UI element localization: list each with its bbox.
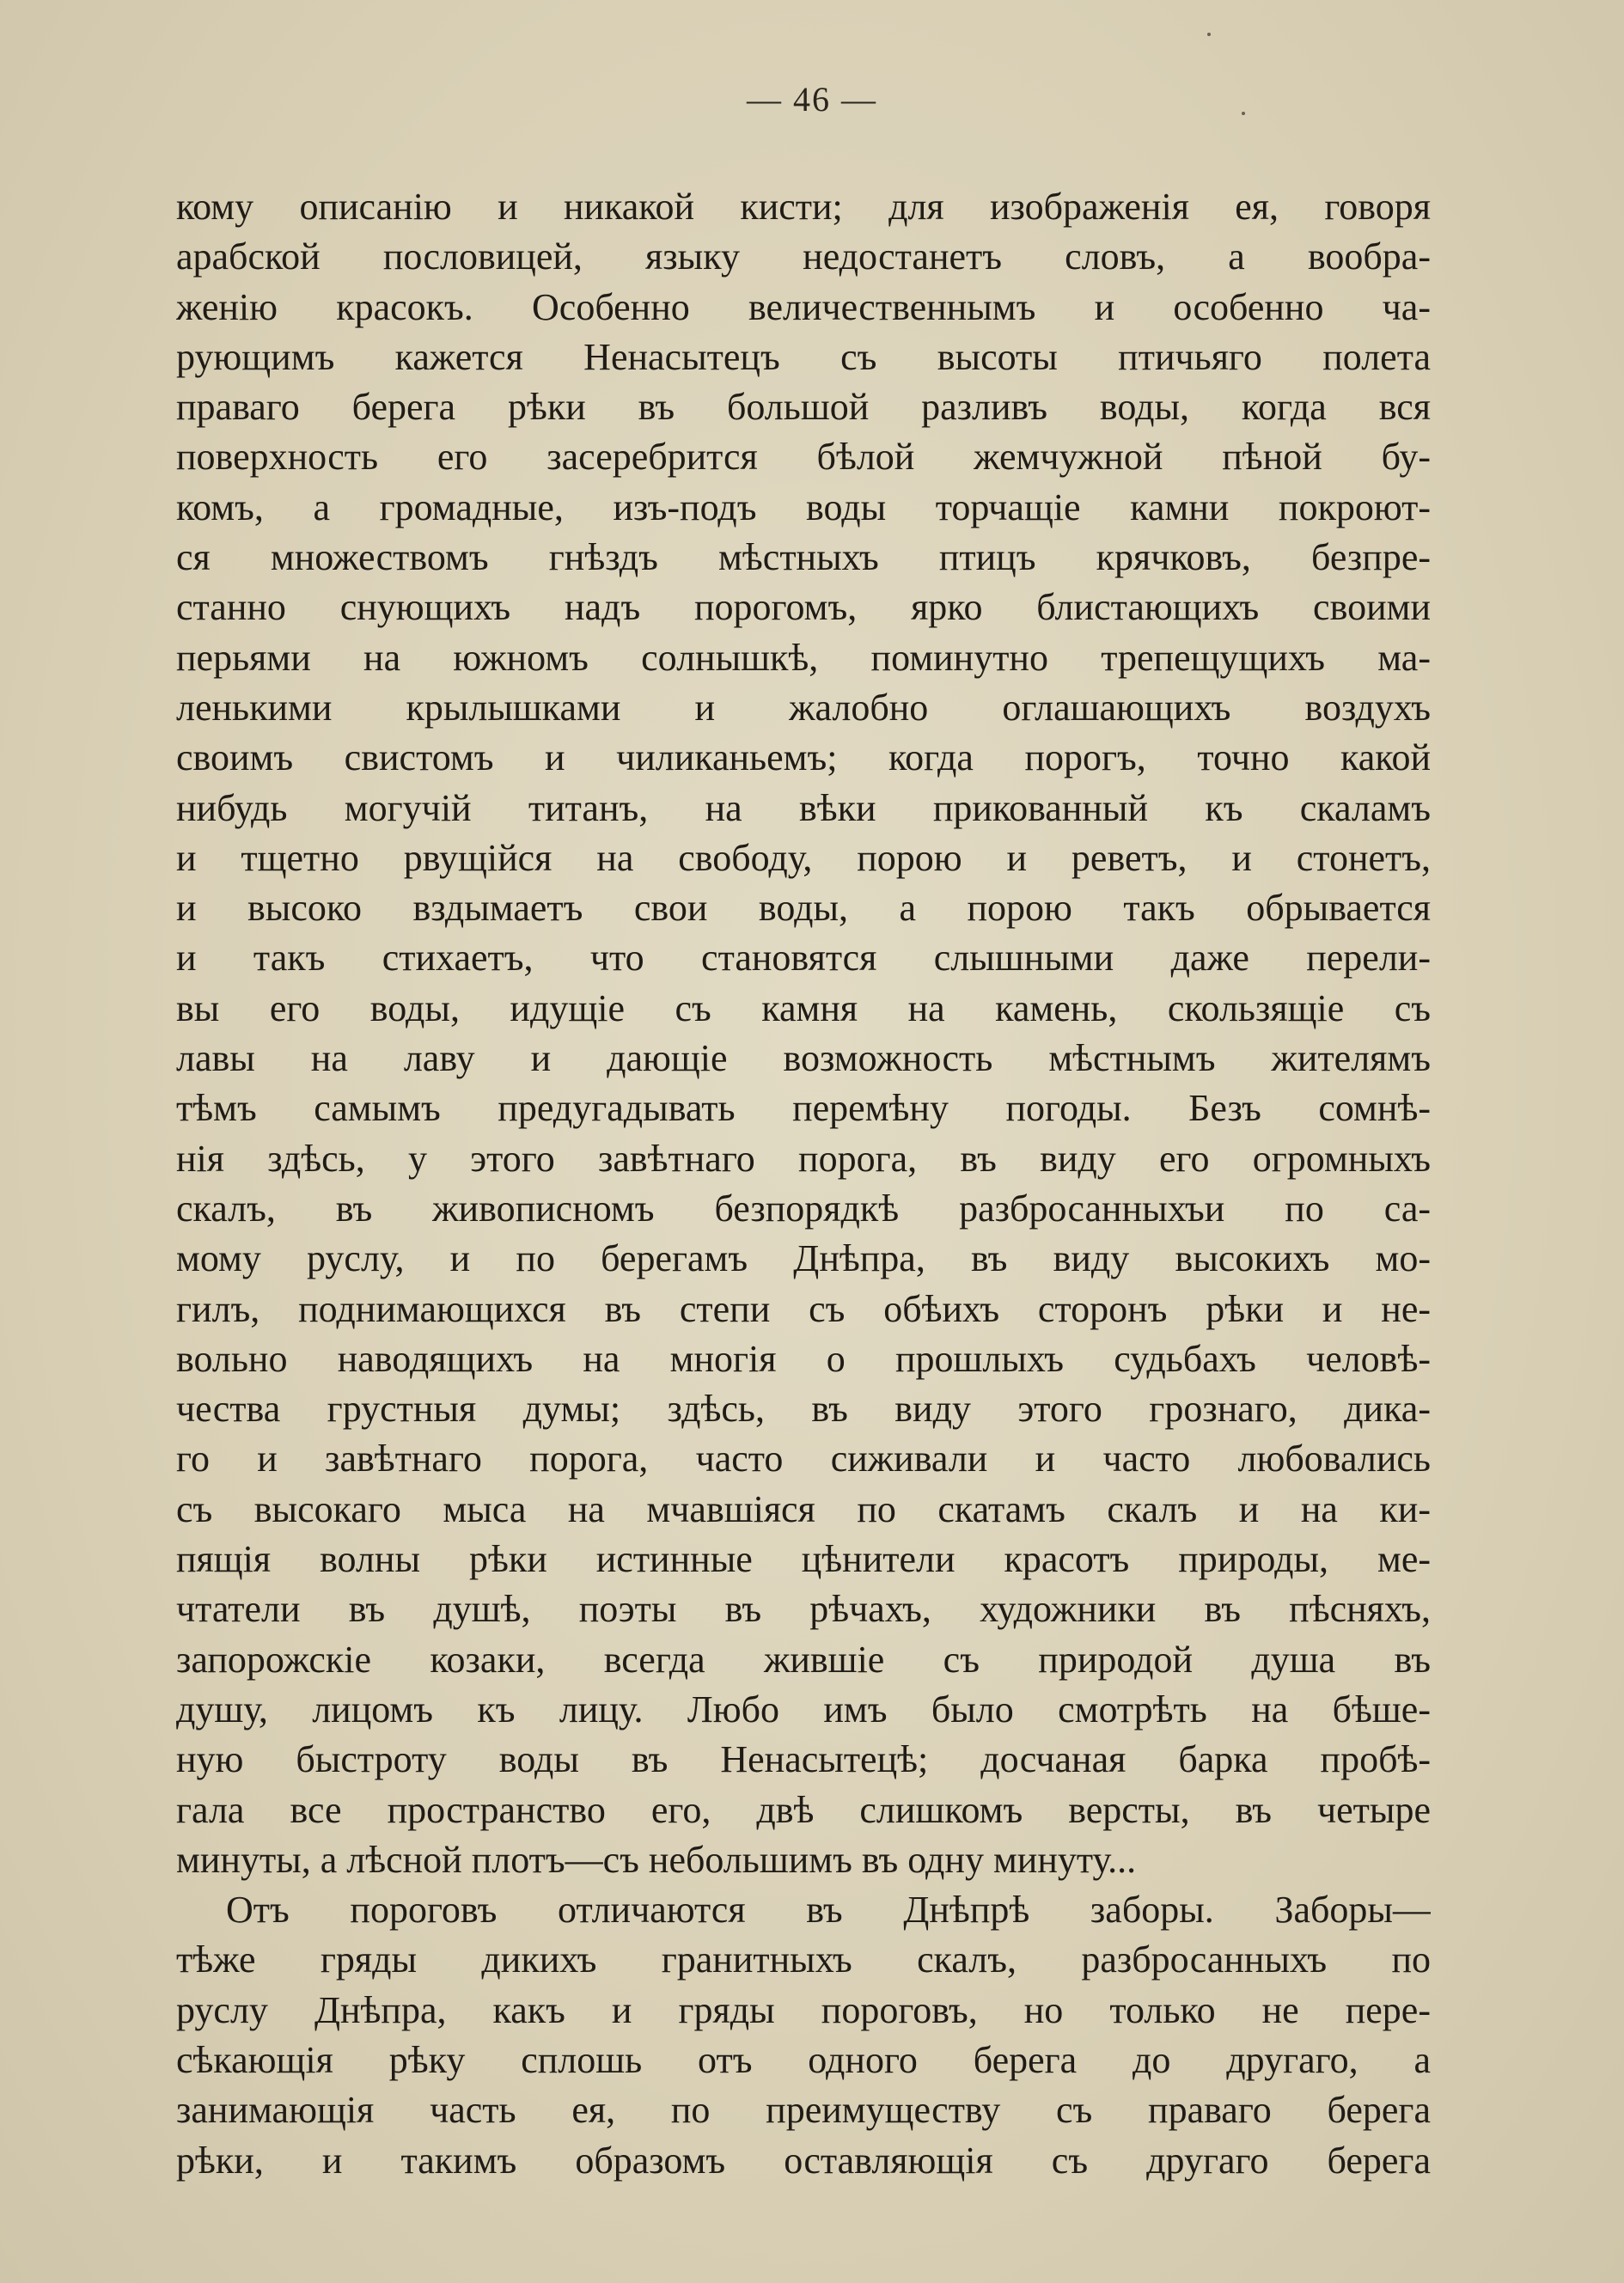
text-line: кому описанію и никакой кисти; для изображенія ея, говоря: [176, 186, 1431, 228]
ink-speck: [1207, 33, 1211, 36]
text-line: ленькими крылышками и жалобно оглашающихъ воздухъ: [176, 686, 1431, 729]
text-line: праваго берега рѣки въ большой разливъ воды, когда вся: [176, 386, 1431, 429]
text-line: мому руслу, и по берегамъ Днѣпра, въ виду высокихъ мо-: [176, 1237, 1431, 1280]
text-line: нибудь могучій титанъ, на вѣки прикованный къ скаламъ: [176, 786, 1431, 829]
page-number: — 46 —: [747, 80, 877, 119]
ink-speck: [1242, 112, 1245, 115]
text-line: вольно наводящихъ на многія о прошлыхъ судьбахъ человѣ-: [176, 1337, 1431, 1380]
text-line: съ высокаго мыса на мчавшіяся по скатамъ скалъ и на ки-: [176, 1487, 1431, 1530]
text-line: ся множествомъ гнѣздъ мѣстныхъ птицъ крячковъ, безпре-: [176, 536, 1431, 579]
text-line: душу, лицомъ къ лицу. Любо имъ было смотрѣть на бѣше-: [176, 1688, 1431, 1731]
text-line: своимъ свистомъ и чиликаньемъ; когда порогъ, точно какой: [176, 736, 1431, 779]
text-line: сѣкающія рѣку сплошь отъ одного берега до другаго, а: [176, 2038, 1431, 2081]
text-line: и тщетно рвущійся на свободу, порою и реветъ, и стонетъ,: [176, 836, 1431, 879]
text-line: лавы на лаву и дающіе возможность мѣстнымъ жителямъ: [176, 1037, 1431, 1080]
text-line: гилъ, поднимающихся въ степи съ обѣихъ сторонъ рѣки и не-: [176, 1287, 1431, 1330]
text-line: чества грустныя думы; здѣсь, въ виду этого грознаго, дика-: [176, 1388, 1431, 1431]
body-text: [176, 182, 1431, 2186]
text-line: тѣмъ самымъ предугадывать перемѣну погоды. Безъ сомнѣ-: [176, 1087, 1431, 1130]
text-line: станно снующихъ надъ порогомъ, ярко блистающихъ своими: [176, 586, 1431, 629]
text-line: рующимъ кажется Ненасытецъ съ высоты птичьяго полета: [176, 335, 1431, 378]
text-line: Отъ пороговъ отличаются въ Днѣпрѣ заборы. Заборы—: [226, 1889, 1431, 1932]
text-line: минуты, а лѣсной плотъ—съ небольшимъ въ одну минуту...: [176, 1838, 1137, 1881]
text-line: ную быстроту воды въ Ненасытецѣ; досчаная барка пробѣ-: [176, 1738, 1431, 1781]
text-line: занимающія часть ея, по преимуществу съ праваго берега: [176, 2089, 1431, 2132]
text-line: поверхность его засеребрится бѣлой жемчужной пѣной бу-: [176, 436, 1431, 479]
text-line: нія здѣсь, у этого завѣтнаго порога, въ виду его огромныхъ: [176, 1137, 1431, 1180]
text-line: запорожскіе козаки, всегда жившіе съ природой душа въ: [176, 1638, 1431, 1681]
text-line: арабской пословицей, языку недостанетъ словъ, а вообра-: [176, 235, 1431, 278]
text-line: гала все пространство его, двѣ слишкомъ версты, въ четыре: [176, 1788, 1431, 1831]
text-line: тѣже гряды дикихъ гранитныхъ скалъ, разбросанныхъ по: [176, 1938, 1431, 1981]
text-line: скалъ, въ живописномъ безпорядкѣ разбросанныхъи по са-: [176, 1187, 1431, 1230]
text-line: женію красокъ. Особенно величественнымъ и особенно ча-: [176, 285, 1431, 328]
text-line: пящія волны рѣки истинные цѣнители красотъ природы, ме-: [176, 1538, 1431, 1581]
text-line: го и завѣтнаго порога, часто сиживали и часто любовались: [176, 1438, 1431, 1480]
text-line: и такъ стихаетъ, что становятся слышными даже перели-: [176, 937, 1431, 980]
text-line: рѣки, и такимъ образомъ оставляющія съ другаго берега: [176, 2139, 1431, 2182]
text-line: вы его воды, идущіе съ камня на камень, скользящіе съ: [176, 986, 1431, 1029]
text-line: чтатели въ душѣ, поэты въ рѣчахъ, художники въ пѣсняхъ,: [176, 1588, 1431, 1631]
text-line: комъ, а громадные, изъ-подъ воды торчащіе камни покроют-: [176, 485, 1431, 528]
text-line: и высоко вздымаетъ свои воды, а порою такъ обрывается: [176, 887, 1431, 930]
text-line: перьями на южномъ солнышкѣ, поминутно трепещущихъ ма-: [176, 636, 1431, 679]
text-line: руслу Днѣпра, какъ и гряды пороговъ, но только не пере-: [176, 1988, 1431, 2031]
